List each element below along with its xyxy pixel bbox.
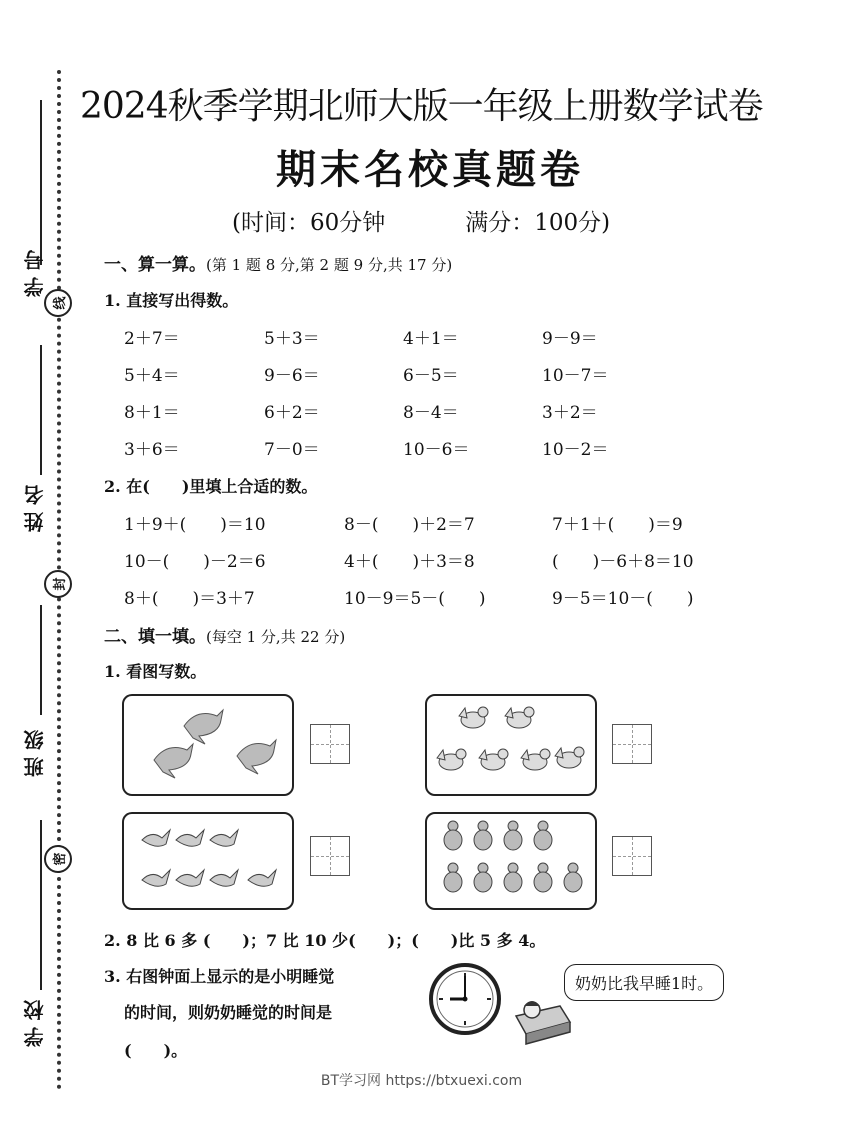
dolphin-group	[124, 696, 292, 794]
duck-icon	[504, 821, 522, 850]
rooster-icon	[459, 707, 488, 728]
rooster-icon	[437, 749, 466, 770]
s1-q2-item: 4＋( )＋3＝8	[344, 552, 475, 572]
rooster-icon	[505, 707, 534, 728]
s1-q2-item: 10－9＝5－( )	[344, 589, 486, 609]
dolphin-icon	[184, 710, 223, 744]
bird-icon	[142, 830, 170, 846]
answer-box-ducks[interactable]	[612, 836, 652, 876]
s1-q2-item: 8＋( )＝3＋7	[124, 589, 255, 609]
s1-q2-item: 9－5＝10－( )	[552, 589, 694, 609]
s1-q1-item: 3＋2＝	[542, 403, 598, 423]
duck-icon	[504, 863, 522, 892]
speech-bubble: 奶奶比我早睡1时。	[564, 964, 724, 1001]
s2-q3-line1: 3. 右图钟面上显示的是小明睡觉	[104, 967, 335, 986]
seal-mark-seal: 封	[44, 570, 72, 598]
s1-q1-item: 7－0＝	[264, 440, 320, 460]
bird-group	[124, 814, 292, 908]
name-underline	[40, 345, 42, 475]
s2-q3-line3: ( )。	[124, 1041, 188, 1060]
rooster-icon	[521, 749, 550, 770]
student-id-label: 学 号	[23, 250, 47, 297]
rooster-icon	[555, 747, 584, 768]
duck-icon	[564, 863, 582, 892]
class-label: 班 级	[23, 730, 47, 777]
s1-q1-item: 2＋7＝	[124, 329, 180, 349]
section1-heading	[104, 250, 452, 275]
class-underline	[40, 605, 42, 715]
s1-q1-item: 6＋2＝	[264, 403, 320, 423]
s1-q2-item: 1＋9＋( )＝10	[124, 515, 266, 535]
s1-q1-item: 10－2＝	[542, 440, 609, 460]
s1-q2-item: 10－( )－2＝6	[124, 552, 266, 572]
duck-icon	[474, 863, 492, 892]
bird-icon	[210, 830, 238, 846]
s1-q2-item: 8－( )＋2＝7	[344, 515, 475, 535]
s2-q3-line2: 的时间，则奶奶睡觉的时间是	[124, 1003, 333, 1022]
section2-heading	[104, 622, 345, 647]
bird-icon	[142, 870, 170, 886]
student-id-underline	[40, 100, 42, 265]
s1-q2-label: 2. 在( )里填上合适的数。	[104, 477, 318, 496]
duck-icon	[534, 863, 552, 892]
answer-box-dolphins[interactable]	[310, 724, 350, 764]
s2-q2-text: 2. 8 比 6 多 ( )；7 比 10 少( )；( )比 5 多 4。	[104, 931, 546, 950]
exam-subtitle: 期末名校真题卷	[276, 146, 584, 193]
s1-q1-item: 4＋1＝	[403, 329, 459, 349]
duck-group	[427, 814, 595, 908]
s1-q1-item: 8＋1＝	[124, 403, 180, 423]
bird-icon	[176, 830, 204, 846]
sleeping-child-bed-icon	[512, 988, 574, 1048]
school-underline	[40, 820, 42, 990]
seal-mark-secret: 密	[44, 845, 72, 873]
s1-q1-item: 8－4＝	[403, 403, 459, 423]
s1-q1-item: 5＋3＝	[264, 329, 320, 349]
dolphin-icon	[237, 740, 276, 774]
duck-icon	[534, 821, 552, 850]
s1-q1-item: 10－7＝	[542, 366, 609, 386]
picture-box-birds	[122, 812, 294, 910]
exam-score: 满分：100分)	[465, 210, 611, 236]
s1-q1-item: 9－9＝	[542, 329, 598, 349]
exam-time-score	[232, 204, 610, 237]
footer-watermark: BT学习网 https://btxuexi.com	[320, 1073, 523, 1089]
s1-q2-item: ( )－6＋8＝10	[552, 552, 694, 572]
s1-q1-item: 3＋6＝	[124, 440, 180, 460]
rooster-icon	[479, 749, 508, 770]
s1-q1-label: 1. 直接写出得数。	[104, 291, 239, 310]
section1-note: (第 1 题 8 分,第 2 题 9 分,共 17 分)	[206, 256, 453, 274]
s1-q1-item: 5＋4＝	[124, 366, 180, 386]
seal-mark-line: 线	[44, 289, 72, 317]
picture-box-ducks	[425, 812, 597, 910]
name-label: 姓 名	[23, 485, 47, 532]
exam-time: (时间：60分钟	[232, 210, 386, 236]
clock-icon	[428, 962, 502, 1036]
bird-icon	[248, 870, 276, 886]
s1-q1-item: 10－6＝	[403, 440, 470, 460]
s1-q2-item: 7＋1＋( )＝9	[552, 515, 683, 535]
section2-note: (每空 1 分,共 22 分)	[206, 628, 346, 646]
picture-box-dolphins	[122, 694, 294, 796]
dolphin-icon	[154, 744, 193, 778]
section1-title: 一、算一算。	[104, 255, 206, 275]
bird-icon	[210, 870, 238, 886]
s1-q1-item: 6－5＝	[403, 366, 459, 386]
picture-box-roosters	[425, 694, 597, 796]
rooster-group	[427, 696, 595, 794]
duck-icon	[444, 863, 462, 892]
bird-icon	[176, 870, 204, 886]
school-label: 学 校	[23, 1000, 47, 1047]
duck-icon	[474, 821, 492, 850]
answer-box-birds[interactable]	[310, 836, 350, 876]
s1-q1-item: 9－6＝	[264, 366, 320, 386]
s2-q1-label: 1. 看图写数。	[104, 662, 207, 681]
answer-box-roosters[interactable]	[612, 724, 652, 764]
exam-title: 2024秋季学期北师大版一年级上册数学试卷	[80, 86, 763, 127]
duck-icon	[444, 821, 462, 850]
section2-title: 二、填一填。	[104, 627, 206, 647]
